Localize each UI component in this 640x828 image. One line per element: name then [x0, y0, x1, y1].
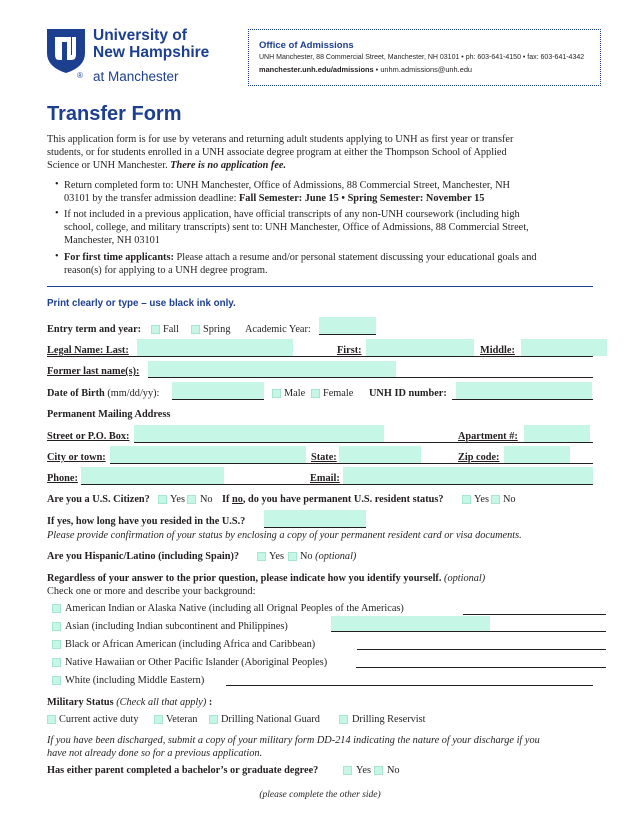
confirmation-note: Please provide confirmation of your status by enclosing a copy of your permanent resident card or visa documents.: [47, 530, 522, 541]
bullet-dot: •: [55, 251, 59, 262]
first-name-input[interactable]: [366, 339, 474, 356]
optional-text: (optional): [315, 551, 357, 562]
city-label: City or town:: [47, 452, 106, 463]
military-status-label: [47, 697, 212, 708]
academic-year-label: Academic Year:: [245, 324, 311, 335]
discharge-line: If you have been discharged, submit a copy of your military form DD-214 indicating the nature of your discharge if you: [47, 735, 540, 746]
female-checkbox[interactable]: [311, 389, 320, 398]
former-names-label: Former last name(s):: [47, 366, 140, 377]
no-label: No: [387, 765, 400, 776]
office-contact: [259, 65, 590, 74]
no-label: No: [200, 494, 213, 505]
race-black-label: Black or African American (including Africa and Caribbean): [65, 639, 316, 650]
section-divider: [47, 286, 593, 287]
bullet-first-time: [64, 251, 594, 277]
yes-label: Yes: [269, 551, 284, 562]
optional-text: (optional): [444, 573, 486, 584]
former-names-input[interactable]: [148, 361, 396, 377]
bullet-text: 03101 by the transfer admission deadline:: [64, 193, 237, 204]
mailing-address-heading: Permanent Mailing Address: [47, 409, 171, 420]
resident-question: [222, 494, 444, 505]
form-title: Transfer Form: [47, 103, 182, 125]
underline: [463, 614, 606, 615]
resident-no-checkbox[interactable]: [491, 495, 500, 504]
print-note: Print clearly or type – use black ink only.: [47, 298, 236, 309]
dob-format: (mm/dd/yy):: [107, 388, 160, 399]
parent-degree-question: Has either parent completed a bachelor’s or graduate degree?: [47, 765, 319, 776]
resident-no-emphasis: no: [232, 494, 243, 505]
identify-question: [47, 573, 485, 584]
race-white-checkbox[interactable]: [52, 676, 61, 685]
fall-checkbox[interactable]: [151, 325, 160, 334]
female-label: Female: [323, 388, 354, 399]
bullet-return-form: [64, 179, 594, 205]
no-label: No: [503, 494, 516, 505]
race-american-indian-checkbox[interactable]: [52, 604, 61, 613]
resident-text: , do you have permanent U.S. resident status?: [242, 494, 444, 505]
military-reservist-checkbox[interactable]: [339, 715, 348, 724]
bullet-line: reason(s) for applying to a UNH degree program.: [64, 265, 268, 276]
bullet-line: Return completed form to: UNH Manchester, Office of Admissions, 88 Commercial Street, Manchester, NH: [64, 180, 510, 191]
page-footer: (please complete the other side): [259, 790, 381, 800]
underline: [134, 442, 593, 443]
yes-label: Yes: [170, 494, 185, 505]
underline: [331, 631, 606, 632]
underline: [452, 399, 593, 400]
underline: [264, 527, 366, 528]
bullet-line: If not included in a previous application, have official transcripts of any non-UNH coursework (including high: [64, 209, 520, 220]
spring-checkbox[interactable]: [191, 325, 200, 334]
intro-line: students, or for students enrolled in a UNH associate degree program at either the Thompson School of Applied: [47, 147, 507, 158]
university-name-line1: University of: [93, 27, 187, 44]
apartment-input[interactable]: [524, 425, 590, 442]
male-checkbox[interactable]: [272, 389, 281, 398]
race-white-label: White (including Middle Eastern): [65, 675, 205, 686]
hispanic-yes-checkbox[interactable]: [257, 552, 266, 561]
street-label: Street or P.O. Box:: [47, 431, 130, 442]
dob-label: [47, 388, 159, 399]
race-american-indian-label: American Indian or Alaska Native (including all Orignal Peoples of the Americas): [65, 603, 404, 614]
bullet-text: Please attach a resume and/or personal statement discussing your educational goals and: [176, 252, 537, 263]
bullet-dot: •: [55, 208, 59, 219]
middle-name-label: Middle:: [480, 345, 515, 356]
residency-duration-question: If yes, how long have you resided in the U.S.?: [47, 516, 246, 527]
military-veteran-checkbox[interactable]: [154, 715, 163, 724]
resident-text: If: [222, 494, 230, 505]
hispanic-no-checkbox[interactable]: [288, 552, 297, 561]
male-label: Male: [284, 388, 306, 399]
intro-text: Science or UNH Manchester.: [47, 160, 168, 171]
office-info-box: [248, 29, 601, 86]
underline: [357, 649, 606, 650]
unh-id-input[interactable]: [456, 382, 592, 399]
underline: [81, 484, 593, 485]
email-label: Email:: [310, 473, 340, 484]
identify-instruction: Check one or more and describe your background:: [47, 586, 256, 597]
underline: [47, 356, 593, 357]
phone-label: Phone:: [47, 473, 78, 484]
contact-separator: •: [375, 65, 379, 74]
military-reservist-label: Drilling Reservist: [352, 714, 426, 725]
middle-name-input[interactable]: [521, 339, 607, 356]
unh-shield-icon: [47, 29, 85, 73]
campus-name: at Manchester: [93, 69, 179, 84]
yes-label: Yes: [474, 494, 489, 505]
military-hint: (Check all that apply): [116, 697, 207, 708]
phone-input[interactable]: [81, 467, 224, 484]
identify-text: Regardless of your answer to the prior question, please indicate how you identify yourself.: [47, 573, 442, 584]
state-label: State:: [311, 452, 337, 463]
underline: [172, 399, 264, 400]
bullet-line: Manchester, NH 03101: [64, 235, 160, 246]
citizen-no-checkbox[interactable]: [187, 495, 196, 504]
office-email[interactable]: unhm.admissions@unh.edu: [380, 65, 473, 74]
military-national-guard-checkbox[interactable]: [209, 715, 218, 724]
discharge-note: [47, 734, 607, 760]
legal-name-label: Legal Name: Last:: [47, 345, 129, 356]
parent-degree-no-checkbox[interactable]: [374, 766, 383, 775]
hispanic-question: Are you Hispanic/Latino (including Spain)?: [47, 551, 240, 562]
residency-duration-input[interactable]: [264, 510, 366, 527]
intro-line: [47, 159, 607, 172]
race-pacific-islander-label: Native Hawaiian or Other Pacific Islander (Aboriginal Peoples): [65, 657, 328, 668]
office-title: Office of Admissions: [259, 40, 354, 51]
military-veteran-label: Veteran: [166, 714, 198, 725]
bullet-line: [64, 251, 594, 264]
underline: [148, 377, 593, 378]
apartment-label: Apartment #:: [458, 431, 518, 442]
military-text: Military Status: [47, 697, 114, 708]
registered-mark: ®: [77, 71, 83, 80]
hispanic-no-optional: [300, 551, 356, 562]
entry-term-label: Entry term and year:: [47, 324, 142, 335]
intro-paragraph: [47, 133, 607, 172]
bullet-lead: For first time applicants:: [64, 252, 174, 263]
unh-id-label: UNH ID number:: [369, 388, 447, 399]
underline: [319, 334, 376, 335]
parent-degree-yes-checkbox[interactable]: [343, 766, 352, 775]
zip-input[interactable]: [504, 446, 570, 463]
email-input[interactable]: [343, 467, 593, 484]
citizen-yes-checkbox[interactable]: [158, 495, 167, 504]
race-asian-label: Asian (including Indian subcontinent and Philippines): [65, 621, 288, 632]
dob-input[interactable]: [172, 382, 264, 399]
no-text: No: [300, 551, 313, 562]
first-name-label: First:: [337, 345, 362, 356]
military-national-guard-label: Drilling National Guard: [221, 714, 320, 725]
office-website[interactable]: manchester.unh.edu/admissions: [259, 65, 374, 74]
military-colon: :: [208, 697, 213, 708]
military-active-duty-checkbox[interactable]: [47, 715, 56, 724]
bullet-line: school, college, and military transcripts) sent to: UNH Manchester, Office of Admissions, 88 Commercial Street,: [64, 222, 529, 233]
no-fee-note: There is no application fee.: [170, 160, 287, 171]
intro-line: This application form is for use by veterans and returning adult students applying to UNH as first year or transfer: [47, 134, 514, 145]
race-asian-input[interactable]: [331, 616, 490, 631]
discharge-line: have not already done so for a previous application.: [47, 748, 263, 759]
citizen-question: Are you a U.S. Citizen?: [47, 494, 150, 505]
resident-yes-checkbox[interactable]: [462, 495, 471, 504]
military-active-duty-label: Current active duty: [59, 714, 139, 725]
dob-text: Date of Birth: [47, 388, 105, 399]
state-input[interactable]: [339, 446, 421, 463]
last-name-input[interactable]: [137, 339, 293, 356]
unh-logo: [47, 29, 235, 87]
underline: [226, 685, 593, 686]
university-name-line2: New Hampshire: [93, 44, 210, 61]
street-input[interactable]: [134, 425, 384, 442]
race-pacific-islander-checkbox[interactable]: [52, 658, 61, 667]
spring-label: Spring: [203, 324, 231, 335]
academic-year-input[interactable]: [319, 317, 376, 334]
bullet-transcripts: [64, 208, 594, 247]
zip-label: Zip code:: [458, 452, 500, 463]
race-black-checkbox[interactable]: [52, 640, 61, 649]
yes-label: Yes: [356, 765, 371, 776]
underline: [110, 463, 593, 464]
deadline-text: Fall Semester: June 15 • Spring Semester: November 15: [239, 193, 485, 204]
underline: [356, 667, 606, 668]
office-address: UNH Manchester, 88 Commercial Street, Manchester, NH 03101 • ph: 603-641-4150 • fax: 603-641-4342: [259, 54, 585, 61]
city-input[interactable]: [110, 446, 306, 463]
bullet-dot: •: [55, 179, 59, 190]
bullet-line: [64, 192, 594, 205]
fall-label: Fall: [163, 324, 180, 335]
race-asian-checkbox[interactable]: [52, 622, 61, 631]
